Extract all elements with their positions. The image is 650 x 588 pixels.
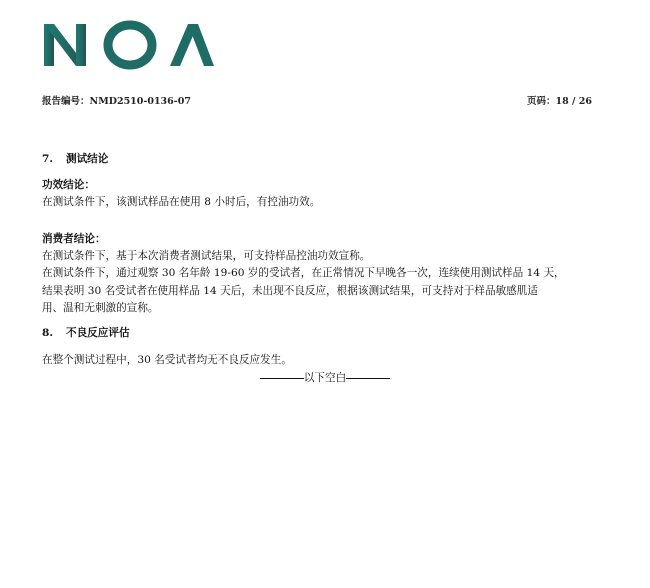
- end-marker-text: 以下空白: [303, 372, 347, 384]
- dash-left: [260, 378, 304, 379]
- section-7-title: 测试结论: [66, 153, 109, 165]
- consumer-line: 用、温和无刺激的宣称。: [42, 302, 159, 314]
- section-8-text: 在整个测试过程中，30 名受试者均无不良反应发生。: [42, 354, 292, 366]
- consumer-line: 结果表明 30 名受试者在使用样品 14 天后，未出现不良反应，根据该测试结果，可支持对于样品敏感肌适: [42, 285, 538, 297]
- efficacy-text: 在测试条件下，该测试样品在使用 8 小时后，有控油功效。: [42, 196, 321, 208]
- section-8-heading: [42, 326, 130, 340]
- page-label: 页码：: [526, 96, 556, 107]
- page-value: 18 / 26: [555, 96, 592, 107]
- dash-right: [346, 378, 390, 379]
- consumer-heading: 消费者结论：: [42, 233, 106, 245]
- end-of-content-marker: [0, 370, 650, 385]
- report-number-label: 报告编号：: [42, 96, 90, 107]
- page-number: [527, 93, 592, 107]
- section-8-number: 8.: [42, 327, 54, 339]
- section-7-number: 7.: [42, 153, 54, 165]
- section-7-heading: [42, 152, 108, 166]
- efficacy-heading: 功效结论：: [42, 179, 95, 191]
- report-number: [42, 93, 191, 107]
- report-number-value: NMD2510-0136-07: [89, 96, 191, 107]
- consumer-line: 在测试条件下，通过观察 30 名年龄 19-60 岁的受试者，在正常情况下早晚各一次，连续使用测试样品 14 天，: [42, 267, 565, 279]
- noa-logo: [42, 16, 214, 72]
- consumer-line: 在测试条件下，基于本次消费者测试结果，可支持样品控油功效宣称。: [42, 250, 371, 262]
- section-8-title: 不良反应评估: [66, 327, 130, 339]
